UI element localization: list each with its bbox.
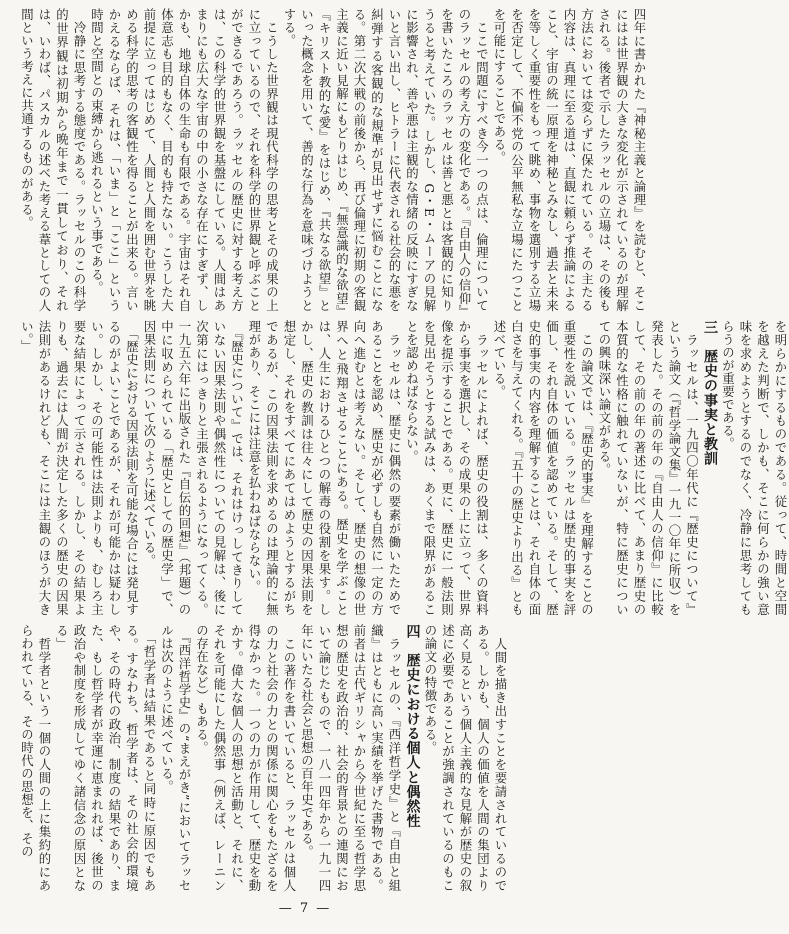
middle-text-c: ひとつの解毒の役割を果す。しかし、歴史の教訓は往々にして歴史の因果法則を想定し、それをすべてにあてはめようとするがちであるが、この因果法則を求めるのは理論的に無理があり、そこには注意を払わねばならない。 『歴史について』では、それはけっしてきりしていない因果法則や偶然性についての見解は、後に次第にはっきりと主張されるようになってくる。一九五六年に出版された『自伝的回想』（邦題）の中に収められている「歴史としての歴史学」で、因果法則について次のように述べている。 「歴史における因果法則を可能な場合には発見するのがよいことであるが、それが可能かは疑わしい。しかし、その可能性は法則よりも、むしろ主要な結果によって示される。しかし、その結果よりも、過去には人間が決定した多くの歴史の因果法則があるけれども、そこには主観のほうが大きい。」 (19, 320, 332, 617)
middle-tier-body (18, 320, 789, 616)
page-number: — 7 — (278, 901, 332, 916)
middle-tier (18, 320, 788, 617)
upper-text-a: 四年に書かれた『神秘主義と論理』を読むと、そこにはは世界観の大きな変化が示されているのが理解される。後者で示したラッセルの立場は、その後も方法においては変らずに保たれている。その主たる内容は、真理に至る道は、直観に頼らず推論によること、宇宙の統一原理を神秘とみなし、過去と未来を等しく重要性をもって眺め、事物を選別する立場を否定して、不偏不党の公平無私な立場にたつことを可能にすることである。 ここで問題にすべき今一つの点は、倫理についてのラッセルの考え方の変化である。『自由人の信仰』を書いたころのラッセルは善と悪とは客観的に知りうると考えていた。しかし、G・E・ムーアの見解に影響され、善や悪は主観的な情緒の反映にすぎないと言い出し、ヒトラーに代表される社会的な悪を糾弾する客観的な規準が見出せずに悩むことになる。第二次大戦の前後から、再び倫理に初期の客観主義に近い見解にもどりはじめ、『無意識的な欲望』『キリスト教的な愛』をはじめ、『共なる欲望』といった概念を用いて、善的な行為を意味づけようとする。 こうした世界観は現代科学の思考とその成果の上に立っているので、それを科学的世界観と呼ぶことができるであろう。ラッセルの歴史に対する考え方は、この科学的世界観を基盤にしている。人間はあまりにも広大な宇宙の中の小さな存在にすぎず、しかも、地球自体の生命も有限である。宇宙はそれ自体意志も目的もなく、目的も持たない。こうし (159, 8, 647, 312)
lower-text-b: ラッセルの、『西洋哲学史』と『自由と組織』はともに高い実績を挙げた書物である。前者は古代ギリシャから今世紀に至る哲学思想の歴史を政治的、社会的背景との連関において論じたもので、一八一四年から一九一四年にいたる社会と思想の百年史である。 この著作を書いていると、ラッセルは個人の力と社会の力との関係に関心をもたざるを得なかった。一つの力が作用して、歴史を動かす。偉大な個人の思想と活動と、それに、それを可能にした偶然事（例えば、レーニンの存在など）もある。 『西洋哲学史』の“まえがき”においてラッセルは次のように述べている。 「哲学者は結果であると同時に原因でもある。すなわち、哲学者は、その社会的環境や、その時代の政治、制度の結果であり、また、もし哲学者が幸運に恵まれれば、後世の政治や制度を形成してゆく諸信念の原因となる」 哲学者という一個の人間の上に集約的にあらわれている、その時代の思想を、その (19, 624, 402, 892)
section-heading-4: 四 歴史における個人と偶然性 (404, 624, 421, 829)
upper-text-b: た大前提に立ってはじめて、人間と人間を囲む世界を眺める科学的思考の客観性を得ることが出来る。言いかえるならば、それは、「いま」と「ここ」という時間と空間との束縛から逃れるという事である。 冷静に思考する態度である。ラッセルのこの科学的世界観は初期から晩年まで一貫しており、それは、いわば、パスカルの述べた考える葦としての人間という考えに共通するものがある。 (19, 8, 175, 313)
upper-tier (18, 8, 647, 313)
lower-tier (18, 624, 592, 892)
lower-tier-body (18, 624, 527, 892)
middle-text-a: を明らかにするものである。従って、時間と空間を越えた判断で、しかも、そこに何らかの強い意味を求めようとするのでなく、冷静に思考してもらうのが重要である。 (720, 320, 788, 616)
section-heading-3: 三 歴史の事実と教訓 (702, 320, 718, 466)
upper-tier-body (18, 8, 648, 312)
middle-text-b: ラッセルは、一九四〇年代に『歴史について』という論文（『哲学論文集』一九一〇年に所収）を発表した。その前の年の『自由人の信仰』に比較して、その前の年の著述に比べて、あまり歴史の本質的な性格に触れていないが、特に歴史についての興味深い論文がある。 この論文では、『歴史的事実』を理解することの重要性を説いている。ラッセルは歴史的事実を評価し、それ自体の価値を認めている。そして、歴史的事実の内容を理解することは、それ自体の面白さを与えてくれる。『五十の歴史より出る』とも述べている。 ラッセルによれば、歴史の役割は、多くの資料から事実を選択し、その成果の上に立って、世界像を提示することである。更に、歴史に一般法則を見出そうとする試みは、あくまで限界があることを認めねばならない。 ラッセルは、歴史に偶然の要素が働いたためであることを認め、歴史が必ずしも自然に一定の方向へ進むとは考えない。そして、歴史の想像の世界へと飛翔させることにある。歴史を学ぶことは、人生における (317, 320, 700, 616)
lower-text-a: 人間を描き出すことを要請されているのである。しかも、個人の価値を人間の集団より高く見るという個人主義的な見解が歴史の叙述に必要であることが強調されているのもこの論文の特徴である。 (423, 624, 508, 892)
